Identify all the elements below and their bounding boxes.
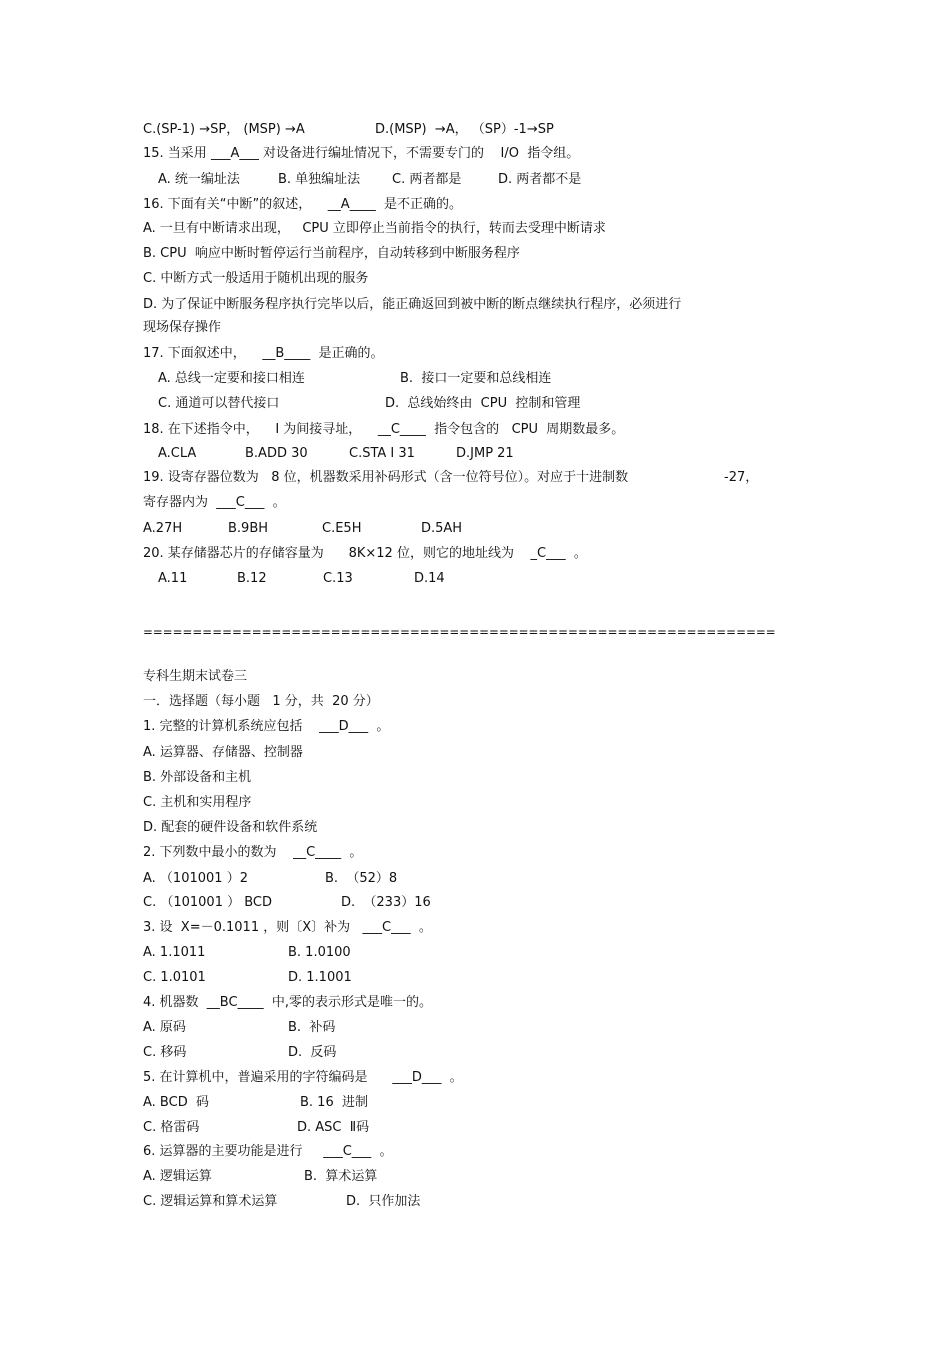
q1-option-d: D. 配套的硬件设备和软件系统	[143, 820, 318, 835]
question-18: 18. 在下述指令中， I 为间接寻址， __C____ 指令包含的 CPU 周期数最多。	[143, 422, 625, 437]
q16-option-c: C. 中断方式一般适用于随机出现的服务	[143, 271, 369, 286]
q2-option-c: C. （101001 ） BCD	[143, 895, 273, 910]
question-16: 16. 下面有关“中断”的叙述， __A____ 是不正确的。	[143, 197, 462, 212]
q4-option-d: D. 反码	[288, 1045, 337, 1060]
question-19-number: -27，	[724, 470, 759, 485]
q19-option-c: C.E5H	[322, 521, 362, 536]
question-1: 1. 完整的计算机系统应包括 ___D___ 。	[143, 719, 390, 734]
q3-option-d: D. 1.1001	[288, 970, 352, 985]
q2-option-b: B. （52）8	[325, 871, 398, 886]
q16-option-a: A. 一旦有中断请求出现， CPU 立即停止当前指令的执行，转而去受理中断请求	[143, 221, 606, 236]
question-5: 5. 在计算机中，普遍采用的字符编码是 ___D___ 。	[143, 1070, 463, 1085]
q20-option-d: D.14	[414, 571, 445, 586]
q16-option-d: D. 为了保证中断服务程序执行完毕以后，能正确返回到被中断的断点继续执行程序，必须进行	[143, 297, 682, 312]
question-17: 17. 下面叙述中， __B____ 是正确的。	[143, 346, 384, 361]
q19-option-b: B.9BH	[228, 521, 269, 536]
q16-option-b: B. CPU 响应中断时暂停运行当前程序，自动转移到中断服务程序	[143, 246, 520, 261]
divider-line: ================================================================	[143, 625, 776, 639]
question-6: 6. 运算器的主要功能是进行 ___C___ 。	[143, 1144, 393, 1159]
q2-option-a: A. （101001 ）2	[143, 871, 248, 886]
question-19-cont: 寄存器内为 ___C___ 。	[143, 495, 286, 510]
q16-option-d-cont: 现场保存操作	[143, 320, 222, 335]
q5-option-c: C. 格雷码	[143, 1120, 200, 1135]
q18-option-c: C.STA I 31	[349, 446, 415, 461]
q20-option-b: B.12	[237, 571, 267, 586]
q6-option-c: C. 逻辑运算和算术运算	[143, 1194, 278, 1209]
q6-option-b: B. 算术运算	[304, 1169, 378, 1184]
q19-option-a: A.27H	[143, 521, 183, 536]
question-20: 20. 某存储器芯片的存储容量为 8K×12 位，则它的地址线为 _C___ 。	[143, 546, 587, 561]
q18-option-a: A.CLA	[158, 446, 197, 461]
q1-option-c: C. 主机和实用程序	[143, 795, 252, 810]
q1-option-a: A. 运算器、存储器、控制器	[143, 745, 303, 760]
q5-option-b: B. 16 进制	[300, 1095, 368, 1110]
q15-option-c: C. 两者都是	[392, 172, 462, 187]
q3-option-c: C. 1.0101	[143, 970, 206, 985]
q5-option-d: D. ASC Ⅱ码	[297, 1120, 370, 1135]
question-4: 4. 机器数 __BC____ 中,零的表示形式是唯一的。	[143, 995, 432, 1010]
exam-title: 专科生期末试卷三	[143, 669, 248, 684]
q17-option-a: A. 总线一定要和接口相连	[158, 371, 305, 386]
q20-option-a: A.11	[158, 571, 188, 586]
q4-option-a: A. 原码	[143, 1020, 186, 1035]
q15-option-d: D. 两者都不是	[498, 172, 582, 187]
question-15: 15. 当采用 ___A___ 对设备进行编址情况下，不需要专门的 I/O 指令组。	[143, 146, 580, 161]
q19-option-d: D.5AH	[421, 521, 463, 536]
q5-option-a: A. BCD 码	[143, 1095, 209, 1110]
q4-option-c: C. 移码	[143, 1045, 187, 1060]
q6-option-d: D. 只作加法	[346, 1194, 421, 1209]
q15-option-b: B. 单独编址法	[278, 172, 361, 187]
q18-option-b: B.ADD 30	[245, 446, 308, 461]
question-2: 2. 下列数中最小的数为 __C____ 。	[143, 845, 363, 860]
q20-option-c: C.13	[323, 571, 353, 586]
q15-option-a: A. 统一编址法	[158, 172, 240, 187]
q1-option-b: B. 外部设备和主机	[143, 770, 252, 785]
option-line-d: D.(MSP) →A， （SP）-1→SP	[375, 122, 554, 137]
q17-option-c: C. 通道可以替代接口	[158, 396, 280, 411]
option-line-c: C.(SP-1) →SP， (MSP) →A	[143, 122, 305, 137]
q17-option-b: B. 接口一定要和总线相连	[400, 371, 552, 386]
q18-option-d: D.JMP 21	[456, 446, 514, 461]
q3-option-b: B. 1.0100	[288, 945, 351, 960]
q2-option-d: D. （233）16	[341, 895, 431, 910]
q17-option-d: D. 总线始终由 CPU 控制和管理	[385, 396, 581, 411]
q6-option-a: A. 逻辑运算	[143, 1169, 212, 1184]
q3-option-a: A. 1.1011	[143, 945, 206, 960]
question-3: 3. 设 X=－0.1011 ，则〔X〕补为 ___C___ 。	[143, 920, 432, 935]
question-19: 19. 设寄存器位数为 8 位，机器数采用补码形式（含一位符号位）。对应于十进制数	[143, 470, 629, 485]
part-heading: 一．选择题（每小题 1 分，共 20 分）	[143, 694, 379, 709]
q4-option-b: B. 补码	[288, 1020, 336, 1035]
